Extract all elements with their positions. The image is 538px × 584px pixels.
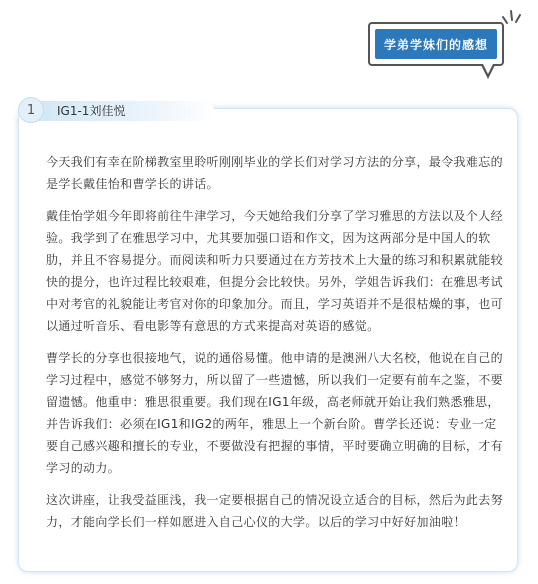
paragraph: 今天我们有幸在阶梯教室里聆听刚刚毕业的学长们对学习方法的分享，最令我难忘的是学长戴佳怡和曹学长的讲话。 <box>46 155 503 191</box>
card-body <box>46 151 504 543</box>
item-number-badge: 1 <box>18 97 44 123</box>
card-title: IG1-1刘佳悦 <box>57 104 126 118</box>
paragraph: 这次讲座，让我受益匪浅，我一定要根据自己的情况设立适合的目标，然后为此去努力，才能向学长们一样如愿进入自己心仪的大学。以后的学习中好好加油啦！ <box>46 493 503 529</box>
section-heading-bubble <box>368 22 508 82</box>
section-heading: 学弟学妹们的感想 <box>375 29 497 59</box>
paragraph: 戴佳怡学姐今年即将前往牛津学习，今天她给我们分享了学习雅思的方法以及个人经验。我学到了在雅思学习中，尤其要加强口语和作文，因为这两部分是中国人的软肋，并且不容易提分。而阅读和听力只要通过在方芳技术上大量的练习和积累就能较快的提分，也许过程比较艰难，但提分会比较快。另外，学姐告诉我们：在雅思考试中对考官的礼貌能让考官对你的印象加分。而且，学习英语并不是很枯燥的事，也可以通过听音乐、看电影等有意思的方式来提高对英语的感觉。 <box>46 209 503 333</box>
paragraph: 曹学长的分享也很接地气，说的通俗易懂。他申请的是澳洲八大名校，他说在自己的学习过程中，感觉不够努力，所以留了一些遗憾，所以我们一定要有前车之鉴，不要留遗憾。他重申：雅思很重要。我们现在IG1年级，高老师就开始让我们熟悉雅思，并告诉我们：必须在IG1和IG2的两年，雅思上一个新台阶。曹学长还说：专业一定要自己感兴趣和擅长的专业，不要做没有把握的事情，平时要确立明确的目标，才有学习的动力。 <box>46 351 503 475</box>
bubble-frame <box>368 22 504 66</box>
